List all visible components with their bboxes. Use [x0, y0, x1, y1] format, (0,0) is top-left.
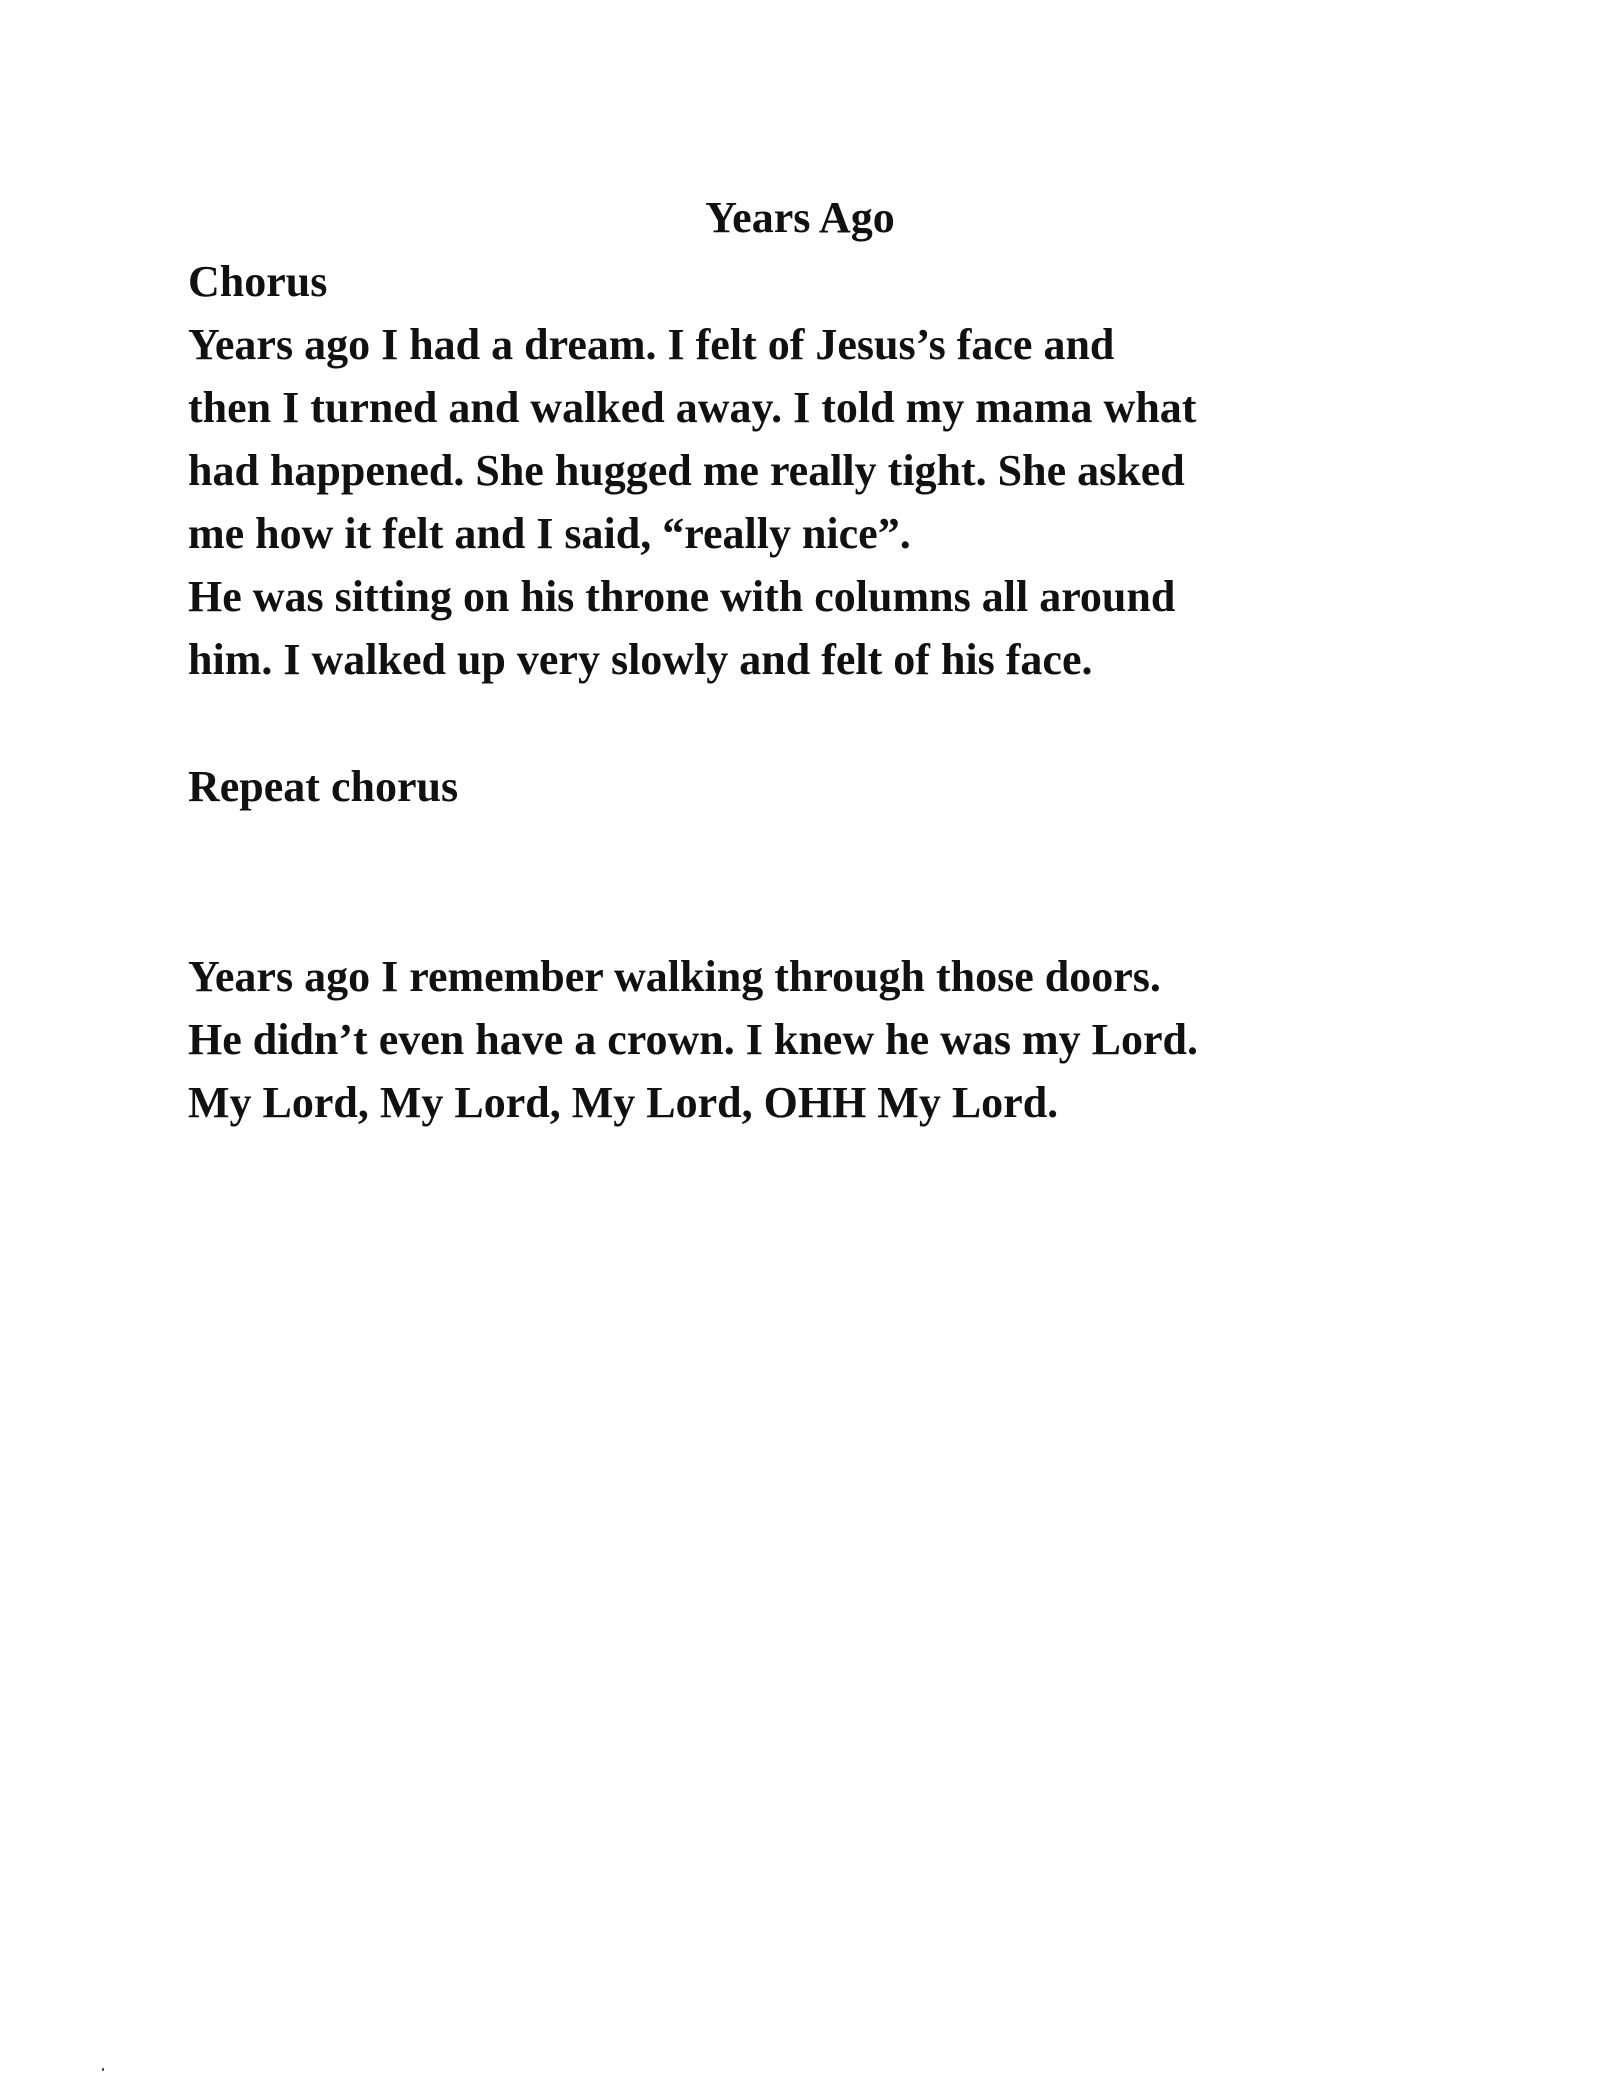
verse-2: [188, 945, 1488, 1134]
song-title: Years Ago: [705, 193, 895, 242]
verse-line: had happened. She hugged me really tight. She asked: [188, 446, 1185, 495]
chorus-heading-block: [188, 250, 1488, 313]
repeat-chorus-block: [188, 755, 1488, 818]
verse-1: [188, 313, 1488, 691]
verse-line: Years ago I had a dream. I felt of Jesus’s face and: [188, 320, 1115, 369]
verse-line: My Lord, My Lord, My Lord, OHH My Lord.: [188, 1078, 1059, 1127]
verse-line: me how it felt and I said, “really nice”.: [188, 509, 911, 558]
scan-speck: [102, 2068, 104, 2071]
verse-line: him. I walked up very slowly and felt of his face.: [188, 635, 1093, 684]
verse-line: then I turned and walked away. I told my mama what: [188, 383, 1197, 432]
chorus-heading: Chorus: [188, 257, 328, 306]
verse-line: He didn’t even have a crown. I knew he was my Lord.: [188, 1015, 1199, 1064]
verse-line: He was sitting on his throne with columns all around: [188, 572, 1176, 621]
verse-line: Years ago I remember walking through those doors.: [188, 952, 1161, 1001]
repeat-chorus-label: Repeat chorus: [188, 762, 459, 811]
